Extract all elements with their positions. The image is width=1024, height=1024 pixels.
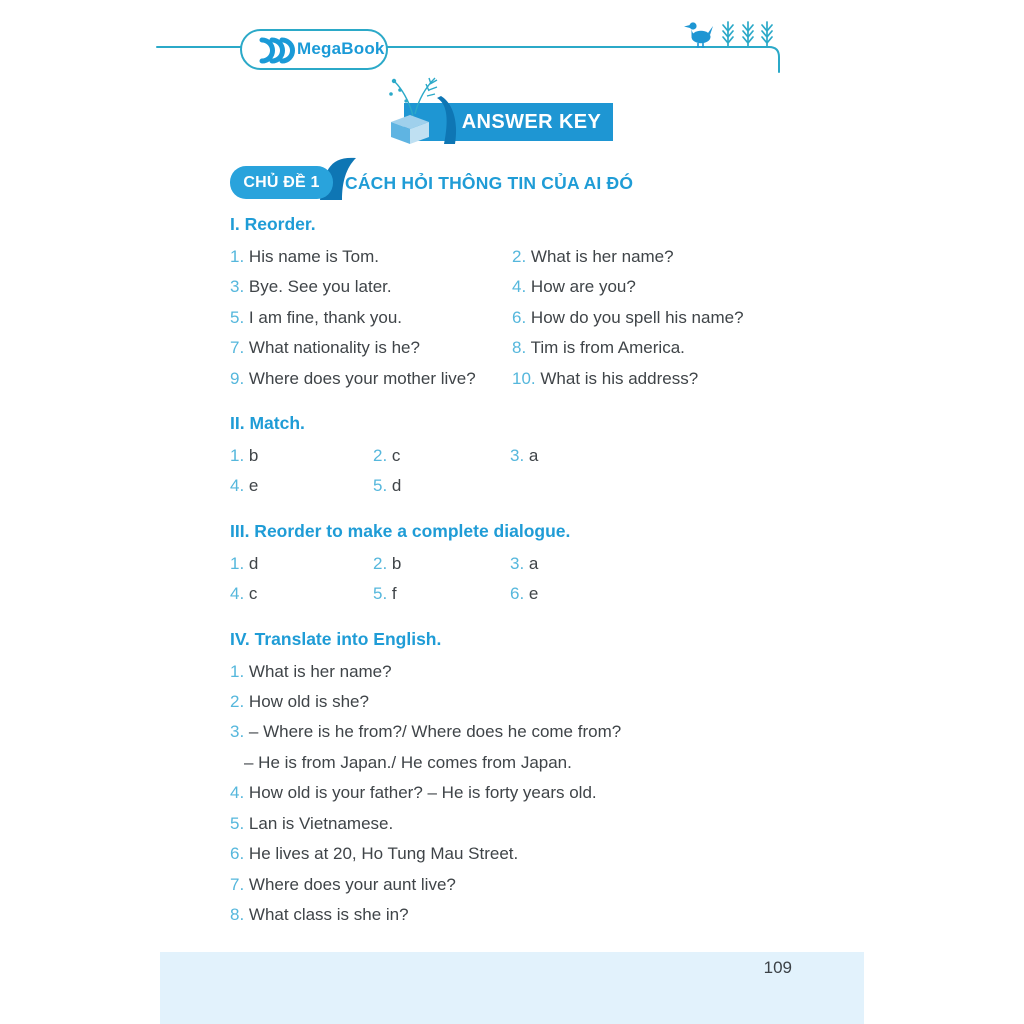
brand-logo-text: MegaBook: [297, 39, 385, 58]
item-text: c: [248, 584, 258, 604]
item-number: 4.: [230, 476, 245, 496]
item-number: 1.: [230, 247, 245, 266]
answer-item: [512, 364, 786, 394]
duck-icon: [684, 22, 713, 47]
item-text: Lan is Vietnamese.: [248, 813, 394, 833]
topic-title: CÁCH HỎI THÔNG TIN CỦA AI ĐÓ: [345, 173, 634, 193]
section-1-items: [230, 242, 786, 394]
wheat-icon: [743, 22, 753, 47]
answer-item: [230, 717, 786, 747]
item-text: a: [528, 446, 539, 466]
answer-item: [230, 809, 786, 839]
item-text: What nationality is he?: [248, 338, 420, 358]
answer-item: [230, 242, 512, 272]
item-number: 8.: [512, 338, 527, 358]
item-text: How old is she?: [248, 692, 369, 712]
answer-item: [512, 272, 786, 302]
item-number: 6.: [512, 307, 527, 327]
answer-item: [373, 549, 510, 579]
item-number: 4.: [512, 277, 527, 297]
answer-item: [512, 303, 786, 333]
item-number: 2.: [230, 692, 245, 712]
item-text: He lives at 20, Ho Tung Mau Street.: [248, 844, 519, 864]
item-text: b: [391, 553, 402, 573]
wheat-icons: [723, 22, 772, 47]
item-number: 7.: [230, 338, 245, 358]
answer-item: [373, 471, 510, 501]
item-text: How are you?: [530, 277, 636, 297]
item-number: 10.: [512, 368, 536, 388]
answer-key-label: ANSWER KEY: [461, 111, 602, 133]
item-number: 1.: [230, 446, 245, 466]
giftbox-plant-icon: [385, 74, 463, 144]
item-number: 2.: [512, 247, 527, 266]
item-number: 2.: [373, 553, 388, 573]
item-text: What is his address?: [540, 368, 699, 388]
section-heading-1: I. Reorder.: [230, 214, 316, 234]
answer-item: [230, 364, 512, 394]
item-number: 7.: [230, 874, 245, 894]
answer-item: [373, 579, 510, 609]
item-text: What class is she in?: [248, 904, 409, 924]
answer-item: [230, 579, 373, 609]
answer-item: [230, 303, 512, 333]
item-number: 1.: [230, 553, 245, 573]
section-3-items: [230, 549, 786, 610]
item-text: Tim is from America.: [530, 338, 685, 358]
answer-item: [230, 549, 373, 579]
item-number: 3.: [510, 446, 525, 466]
header-rule: [0, 0, 1024, 84]
answer-item: [510, 549, 786, 579]
item-text: e: [248, 476, 259, 496]
answer-key-content: [230, 214, 786, 930]
item-text: d: [248, 553, 259, 573]
item-number: 3.: [230, 277, 245, 297]
item-number: 5.: [230, 307, 245, 327]
answer-item: [510, 579, 786, 609]
answer-item-continuation: [230, 748, 786, 778]
answer-item: [373, 441, 510, 471]
section-heading-3: III. Reorder to make a complete dialogue.: [230, 520, 571, 541]
item-text: e: [528, 584, 539, 604]
item-number: 9.: [230, 368, 245, 388]
item-number: 1.: [230, 661, 245, 681]
item-number: 4.: [230, 584, 245, 604]
item-text: b: [248, 446, 259, 466]
item-number: 5.: [230, 813, 245, 833]
wheat-icon: [723, 22, 733, 47]
page-number: 109: [763, 958, 792, 977]
item-text: f: [391, 584, 397, 604]
item-text: – Where is he from?/ Where does he come from?: [248, 722, 622, 742]
ribbon-curl: [437, 96, 456, 144]
item-text: What is her name?: [248, 661, 392, 681]
item-text: Where does your aunt live?: [248, 874, 456, 894]
item-number: 5.: [373, 476, 388, 496]
item-text: – He is from Japan./ He comes from Japan.: [244, 752, 572, 772]
section-heading-2: II. Match.: [230, 413, 305, 434]
answer-item: [230, 778, 786, 808]
item-number: 8.: [230, 904, 245, 924]
answer-item: [230, 471, 373, 501]
item-number: 6.: [230, 844, 245, 864]
answer-item: [230, 333, 512, 363]
answer-item: [230, 687, 786, 717]
item-text: What is her name?: [530, 247, 674, 266]
item-text: How old is your father? – He is forty years old.: [248, 783, 597, 803]
answer-item: [230, 900, 786, 930]
answer-item: [512, 242, 786, 272]
answer-item: [230, 441, 373, 471]
item-number: 2.: [373, 446, 388, 466]
wheat-icon: [762, 22, 772, 47]
item-text: c: [391, 446, 401, 466]
page-footer: [160, 952, 864, 1024]
item-text: Where does your mother live?: [248, 368, 476, 388]
item-number: 6.: [510, 584, 525, 604]
section-2-items: [230, 441, 786, 502]
item-text: I am fine, thank you.: [248, 307, 403, 327]
topic-badge: CHỦ ĐỀ 1: [230, 166, 333, 199]
section-heading-4: IV. Translate into English.: [230, 628, 442, 649]
answer-item: [510, 441, 786, 471]
item-number: 5.: [373, 584, 388, 604]
item-number: 4.: [230, 783, 245, 803]
item-text: His name is Tom.: [248, 247, 379, 266]
section-4-items: [230, 657, 786, 931]
item-text: How do you spell his name?: [530, 307, 744, 327]
item-text: Bye. See you later.: [248, 277, 392, 297]
answer-item: [230, 870, 786, 900]
item-number: 3.: [230, 722, 245, 742]
answer-item: [230, 839, 786, 869]
item-text: d: [391, 476, 402, 496]
item-text: a: [528, 553, 539, 573]
answer-item: [230, 657, 786, 687]
item-number: 3.: [510, 553, 525, 573]
answer-item: [230, 272, 512, 302]
box-icon: [391, 115, 429, 144]
answer-item: [512, 333, 786, 363]
